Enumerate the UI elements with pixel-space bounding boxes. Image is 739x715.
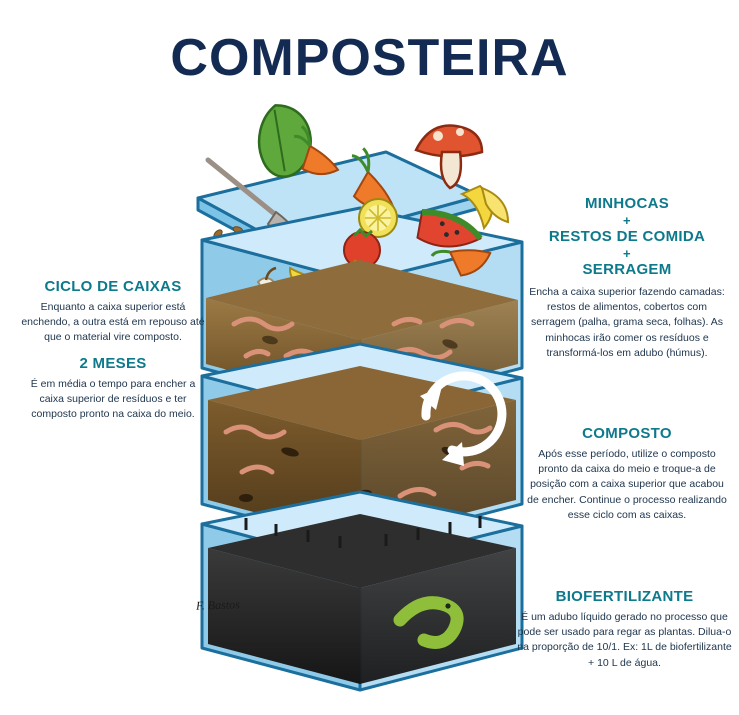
text-block-composto — [527, 425, 727, 523]
text-block-minhocas — [527, 195, 727, 361]
heading-minhocas-line-5: SERRAGEM — [582, 261, 672, 279]
heading-minhocas-line-3: RESTOS DE COMIDA — [548, 228, 706, 246]
body-composto: Após esse período, utilize o composto pronto da caixa do meio e troque-a de posição com a caixa superior que acabou de encher. Continue o processo realizando esse ciclo com as caixas. — [527, 448, 727, 521]
heading-minhocas-line-1: MINHOCAS — [584, 195, 670, 212]
heading-ciclo-de-caixas: CICLO DE CAIXAS — [44, 278, 182, 295]
heading-2-meses: 2 MESES — [79, 355, 147, 372]
heading-composto: COMPOSTO — [582, 425, 672, 442]
body-biofertilizante: É um adubo líquido gerado no processo que pode ser usado para regar as plantas. Dilua-o na proporção de 10/1. Ex: 1L de biofertilizante + 10 L de água. — [517, 611, 732, 669]
heading-minhocas-line-4: + — [623, 245, 631, 261]
heading-minhocas-line-2: + — [623, 212, 631, 228]
page-title: COMPOSTEIRA — [170, 29, 569, 87]
heading-minhocas — [527, 195, 727, 280]
artist-signature: F. Bastos — [195, 597, 241, 613]
body-2-meses: É em média o tempo para encher a caixa superior de resíduos e ter composto pronto na caixa do meio. — [30, 378, 196, 421]
text-block-2-meses — [18, 355, 208, 423]
body-ciclo-de-caixas: Enquanto a caixa superior está enchendo, a outra está em repouso até que o material vire composto. — [21, 301, 205, 344]
text-block-biofertilizante — [517, 588, 732, 671]
text-block-ciclo-de-caixas — [18, 278, 208, 346]
heading-biofertilizante: BIOFERTILIZANTE — [555, 588, 694, 605]
body-minhocas: Encha a caixa superior fazendo camadas: restos de alimentos, cobertos com serragem (palha, grama seca, folhas). As minhocas irão comer os resíduos e transformá-los em adubo (húmus). — [529, 285, 725, 359]
